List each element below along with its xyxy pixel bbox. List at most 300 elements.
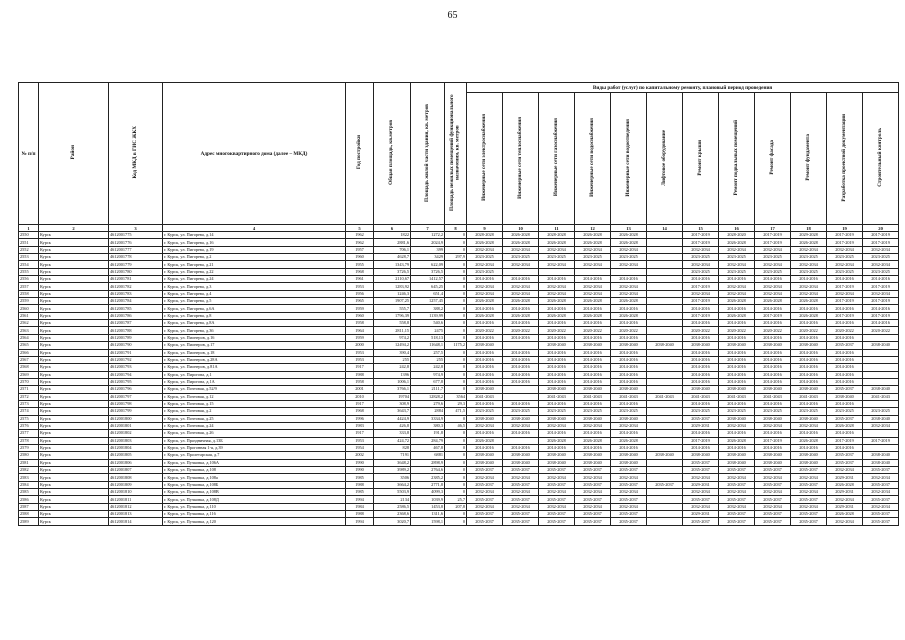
capital-repair-table-sheet <box>18 82 888 526</box>
cell-design: 2014-2016 <box>827 349 863 356</box>
cell-water: 2014-2016 <box>575 371 611 378</box>
column-number: 12 <box>575 225 611 232</box>
cell-roof: 2017-2019 <box>683 437 719 444</box>
cell-electric: 2023-2025 <box>467 254 503 261</box>
cell-electric: 2023-2025 <box>467 268 503 275</box>
cell-total-area: 3643,7 <box>374 408 411 415</box>
cell-water: 2032-2034 <box>575 489 611 496</box>
cell-electric: 2020-2022 <box>467 327 503 334</box>
cell-roof: 2032-2034 <box>683 489 719 496</box>
cell-nonres-area: 0 <box>445 452 467 459</box>
cell-district: Курск <box>39 378 109 385</box>
cell-basement: 2038-2040 <box>719 386 755 393</box>
cell-total-area: 1396 <box>374 371 411 378</box>
cell-living-area: 284,79 <box>411 437 445 444</box>
column-number: 11 <box>539 225 575 232</box>
cell-electric: 2032-2034 <box>467 474 503 481</box>
cell-basement: 2032-2034 <box>719 489 755 496</box>
cell-district: Курск <box>39 474 109 481</box>
cell-electric: 2014-2016 <box>467 356 503 363</box>
cell-electric: 2032-2034 <box>467 290 503 297</box>
cell-num: 2567 <box>19 356 39 363</box>
cell-electric: 2038-2040 <box>467 342 503 349</box>
cell-foundation: 2026-2028 <box>791 239 827 246</box>
cell-living-area: 3334,9 <box>411 415 445 422</box>
cell-basement: 2014-2016 <box>719 305 755 312</box>
cell-foundation: 2035-2037 <box>791 496 827 503</box>
cell-water: 2026-2028 <box>575 298 611 305</box>
cell-total-area: 2110,67 <box>374 276 411 283</box>
table-row <box>19 408 899 415</box>
cell-total-area: 390,4 <box>374 349 411 356</box>
cell-district: Курск <box>39 312 109 319</box>
cell-gas: 2035-2037 <box>539 496 575 503</box>
cell-living-area: 622,09 <box>411 261 445 268</box>
cell-elevator <box>647 518 683 525</box>
cell-year: 1968 <box>346 268 374 275</box>
cell-basement: 2020-2022 <box>719 327 755 334</box>
cell-facade: 2017-2019 <box>755 312 791 319</box>
cell-design: 2026-2028 <box>827 481 863 488</box>
cell-gas: 2014-2016 <box>539 378 575 385</box>
cell-code: 4612001786 <box>109 312 163 319</box>
cell-supervision: 2017-2019 <box>863 232 899 239</box>
cell-water: 2014-2016 <box>575 276 611 283</box>
cell-roof: 2035-2037 <box>683 518 719 525</box>
cell-nonres-area: 46,5 <box>445 422 467 429</box>
cell-water: 2035-2037 <box>575 481 611 488</box>
cell-heating: 2014-2016 <box>503 305 539 312</box>
cell-district: Курск <box>39 349 109 356</box>
cell-design: 2014-2016 <box>827 305 863 312</box>
cell-num: 2575 <box>19 415 39 422</box>
cell-gas: 2035-2037 <box>539 481 575 488</box>
cell-heating: 2038-2040 <box>503 415 539 422</box>
cell-code: 4612001787 <box>109 320 163 327</box>
cell-electric: 2035-2037 <box>467 496 503 503</box>
table-row <box>19 305 899 312</box>
cell-basement: 2032-2034 <box>719 474 755 481</box>
cell-facade: 2017-2019 <box>755 437 791 444</box>
cell-foundation: 2038-2040 <box>791 452 827 459</box>
header-code: Код МКД в ГИС ЖКХ <box>109 83 163 225</box>
cell-basement: 2032-2034 <box>719 422 755 429</box>
cell-code: 4612001788 <box>109 327 163 334</box>
cell-address: г. Курск, ул. Почтовая, д.12 <box>163 393 346 400</box>
cell-foundation: 2026-2028 <box>791 312 827 319</box>
cell-total-area: 3766,1 <box>374 386 411 393</box>
cell-heating: 2026-2028 <box>503 239 539 246</box>
cell-heating: 2023-2025 <box>503 408 539 415</box>
cell-basement: 2014-2016 <box>719 334 755 341</box>
cell-sewerage: 2038-2040 <box>611 452 647 459</box>
cell-elevator <box>647 290 683 297</box>
cell-num: 2586 <box>19 496 39 503</box>
cell-roof: 2035-2037 <box>683 415 719 422</box>
cell-code: 4612001780 <box>109 268 163 275</box>
cell-design: 2017-2019 <box>827 298 863 305</box>
cell-foundation: 2035-2037 <box>791 511 827 518</box>
cell-water: 2032-2034 <box>575 474 611 481</box>
cell-foundation: 2035-2037 <box>791 481 827 488</box>
cell-total-area: 3726,5 <box>374 268 411 275</box>
cell-facade: 2038-2040 <box>755 415 791 422</box>
cell-water: 2035-2037 <box>575 496 611 503</box>
cell-sewerage: 2038-2040 <box>611 386 647 393</box>
cell-year: 1954 <box>346 444 374 451</box>
cell-design: 2014-2016 <box>827 430 863 437</box>
cell-sewerage: 2014-2016 <box>611 320 647 327</box>
cell-total-area: 5503,9 <box>374 489 411 496</box>
cell-address: г. Курск, ул. Почтовая, д.24 <box>163 422 346 429</box>
cell-heating: 2020-2022 <box>503 327 539 334</box>
cell-gas <box>539 268 575 275</box>
cell-supervision: 2035-2037 <box>863 511 899 518</box>
cell-water: 2038-2040 <box>575 342 611 349</box>
cell-basement: 2014-2016 <box>719 400 755 407</box>
cell-design: 2017-2019 <box>827 312 863 319</box>
cell-elevator <box>647 503 683 510</box>
table-row <box>19 467 899 474</box>
cell-supervision <box>863 356 899 363</box>
cell-living-area: 242,8 <box>411 364 445 371</box>
cell-gas: 2014-2016 <box>539 356 575 363</box>
cell-foundation: 2038-2040 <box>791 342 827 349</box>
cell-electric: 2038-2040 <box>467 415 503 422</box>
cell-elevator <box>647 312 683 319</box>
cell-year: 1959 <box>346 334 374 341</box>
cell-elevator <box>647 444 683 451</box>
cell-nonres-area: 0 <box>445 232 467 239</box>
cell-basement: 2035-2037 <box>719 518 755 525</box>
cell-code: 4612001814 <box>109 518 163 525</box>
cell-basement: 2014-2016 <box>719 371 755 378</box>
cell-total-area: 19704 <box>374 393 411 400</box>
cell-num: 2563 <box>19 327 39 334</box>
cell-total-area: 2368,6 <box>374 511 411 518</box>
cell-basement: 2014-2016 <box>719 444 755 451</box>
cell-district: Курск <box>39 422 109 429</box>
cell-supervision: 2017-2019 <box>863 437 899 444</box>
cell-foundation: 2032-2034 <box>791 474 827 481</box>
cell-district: Курск <box>39 467 109 474</box>
cell-heating <box>503 386 539 393</box>
cell-supervision: 2032-2034 <box>863 422 899 429</box>
cell-year: 1965 <box>346 298 374 305</box>
cell-design: 2014-2016 <box>827 320 863 327</box>
cell-district: Курск <box>39 430 109 437</box>
cell-heating: 2032-2034 <box>503 261 539 268</box>
header-num: № п/п <box>19 83 39 225</box>
cell-roof: 2014-2016 <box>683 334 719 341</box>
cell-foundation: 2029-2028 <box>791 232 827 239</box>
cell-supervision <box>863 400 899 407</box>
cell-year: 1917 <box>346 400 374 407</box>
cell-electric: 2026-2028 <box>467 437 503 444</box>
cell-facade: 2014-2016 <box>755 364 791 371</box>
cell-sewerage <box>611 268 647 275</box>
column-number: 13 <box>611 225 647 232</box>
cell-total-area: 12494,2 <box>374 342 411 349</box>
cell-sewerage: 2032-2034 <box>611 474 647 481</box>
cell-elevator <box>647 239 683 246</box>
table-row <box>19 489 899 496</box>
column-number: 18 <box>791 225 827 232</box>
cell-facade: 2023-2025 <box>755 408 791 415</box>
cell-address: г. Курск, ул. Пионеров, д.16 <box>163 334 346 341</box>
cell-roof: 2020-2022 <box>683 327 719 334</box>
cell-district: Курск <box>39 386 109 393</box>
cell-code: 4612001803 <box>109 437 163 444</box>
cell-address: г. Курск, ул. Пигорева, д.36 <box>163 327 346 334</box>
cell-roof: 2014-2016 <box>683 430 719 437</box>
cell-nonres-area: 0 <box>445 283 467 290</box>
cell-living-area: 11648,1 <box>411 342 445 349</box>
cell-living-area: 1039,9 <box>411 496 445 503</box>
cell-roof: 2017-2019 <box>683 298 719 305</box>
cell-year: 1958 <box>346 320 374 327</box>
cell-supervision: 2032-2034 <box>863 246 899 253</box>
cell-supervision: 2017-2019 <box>863 312 899 319</box>
cell-num: 2587 <box>19 503 39 510</box>
cell-foundation: 2023-2025 <box>791 408 827 415</box>
cell-code: 4612001802 <box>109 430 163 437</box>
cell-num: 2551 <box>19 239 39 246</box>
cell-sewerage: 2014-2016 <box>611 276 647 283</box>
cell-facade: 2032-2034 <box>755 261 791 268</box>
cell-address: г. Курск, ул. Пучковка, д.106А <box>163 459 346 466</box>
cell-heating: 2035-2037 <box>503 518 539 525</box>
cell-nonres-area: 0 <box>445 246 467 253</box>
cell-nonres-area: 0 <box>445 327 467 334</box>
cell-electric: 2026-2028 <box>467 312 503 319</box>
header-work-foundation: Ремонт фундамента <box>791 93 827 225</box>
cell-basement: 2028-2020 <box>719 232 755 239</box>
cell-gas: 2035-2037 <box>539 518 575 525</box>
cell-roof: 2029-2031 <box>683 511 719 518</box>
header-total-area: Общая площадь, кв.метров <box>374 83 411 225</box>
cell-nonres-area: 0 <box>445 349 467 356</box>
cell-design: 2017-2019 <box>827 232 863 239</box>
cell-basement: 2038-2040 <box>719 415 755 422</box>
cell-num: 2588 <box>19 511 39 518</box>
column-number: 10 <box>503 225 539 232</box>
cell-code: 4612001792 <box>109 356 163 363</box>
cell-total-area: 424,72 <box>374 437 411 444</box>
cell-num: 2589 <box>19 518 39 525</box>
cell-living-area: 518,13 <box>411 334 445 341</box>
cell-num: 2585 <box>19 489 39 496</box>
cell-heating: 2014-2016 <box>503 349 539 356</box>
cell-supervision <box>863 349 899 356</box>
cell-water: 2014-2016 <box>575 356 611 363</box>
cell-electric: 2023-2025 <box>467 408 503 415</box>
page-number: 65 <box>447 10 458 21</box>
cell-living-area: 191,8 <box>411 430 445 437</box>
cell-elevator <box>647 276 683 283</box>
cell-sewerage: 2014-2016 <box>611 444 647 451</box>
cell-electric: 2035-2037 <box>467 481 503 488</box>
cell-address: г. Курск, ул. Праздничная, д.13Б <box>163 437 346 444</box>
cell-total-area: 4628,7 <box>374 254 411 261</box>
cell-design: 2014-2016 <box>827 444 863 451</box>
cell-supervision: 2035-2037 <box>863 467 899 474</box>
cell-elevator <box>647 298 683 305</box>
cell-district: Курск <box>39 518 109 525</box>
header-work-sewerage: Инженерные сети водоотведения <box>611 93 647 225</box>
cell-year: 2010 <box>346 393 374 400</box>
cell-year: 1988 <box>346 481 374 488</box>
cell-roof: 2038-2040 <box>683 452 719 459</box>
cell-heating: 2014-2016 <box>503 364 539 371</box>
cell-supervision: 2014-2016 <box>863 276 899 283</box>
cell-heating: 2035-2037 <box>503 467 539 474</box>
table-row <box>19 371 899 378</box>
cell-total-area: 3664,2 <box>374 481 411 488</box>
table-body <box>19 232 899 526</box>
table-row <box>19 320 899 327</box>
cell-gas: 2035-2037 <box>539 511 575 518</box>
cell-electric: 2032-2034 <box>467 283 503 290</box>
cell-electric: 2014-2016 <box>467 320 503 327</box>
cell-num: 2576 <box>19 422 39 429</box>
cell-nonres-area: 0 <box>445 268 467 275</box>
cell-total-area: 3020,7 <box>374 518 411 525</box>
cell-sewerage: 2038-2040 <box>611 342 647 349</box>
cell-address: г. Курск, ул. Пионеров, д.81А <box>163 364 346 371</box>
cell-address: г. Курск, ул. Пигорева, д.4 <box>163 290 346 297</box>
column-number: 19 <box>827 225 863 232</box>
cell-water: 2014-2016 <box>575 349 611 356</box>
cell-gas: 2032-2034 <box>539 489 575 496</box>
cell-sewerage: 2014-2016 <box>611 356 647 363</box>
header-work-facade: Ремонт фасада <box>755 93 791 225</box>
cell-sewerage: 2014-2016 <box>611 378 647 385</box>
cell-district: Курск <box>39 327 109 334</box>
cell-gas: 2026-2028 <box>539 312 575 319</box>
table-row <box>19 246 899 253</box>
header-work-water: Инженерные сети водоснабжения <box>575 93 611 225</box>
cell-facade: 2032-2034 <box>755 290 791 297</box>
cell-nonres-area: 0 <box>445 474 467 481</box>
cell-nonres-area: 0 <box>445 415 467 422</box>
cell-design: 2020-2022 <box>827 327 863 334</box>
cell-nonres-area: 297,9 <box>445 254 467 261</box>
cell-total-area: 4424,9 <box>374 415 411 422</box>
cell-year: 1990 <box>346 459 374 466</box>
cell-nonres-area: 0 <box>445 298 467 305</box>
cell-district: Курск <box>39 254 109 261</box>
cell-gas: 2038-2040 <box>539 342 575 349</box>
cell-facade: 2035-2037 <box>755 511 791 518</box>
cell-basement: 2035-2037 <box>719 511 755 518</box>
cell-supervision <box>863 371 899 378</box>
cell-facade: 2032-2034 <box>755 283 791 290</box>
cell-design: 2035-2037 <box>827 386 863 393</box>
cell-sewerage: 2026-2028 <box>611 437 647 444</box>
cell-num: 2572 <box>19 393 39 400</box>
cell-address: г. Курск, ул. Пигорева, д.16 <box>163 239 346 246</box>
cell-foundation: 2026-2028 <box>791 298 827 305</box>
cell-num: 2573 <box>19 400 39 407</box>
cell-design: 2032-2034 <box>827 246 863 253</box>
column-number: 15 <box>683 225 719 232</box>
cell-total-area: 3989,2 <box>374 467 411 474</box>
cell-electric: 2038-2040 <box>467 386 503 393</box>
cell-year: 1996 <box>346 415 374 422</box>
cell-gas: 2014-2016 <box>539 400 575 407</box>
cell-foundation: 2026-2028 <box>791 437 827 444</box>
cell-address: г. Курск, ул. Пирогова, д.1 <box>163 371 346 378</box>
cell-total-area: 333,8 <box>374 430 411 437</box>
cell-design: 2035-2037 <box>827 459 863 466</box>
cell-gas: 2014-2016 <box>539 305 575 312</box>
cell-living-area: 677,8 <box>411 378 445 385</box>
cell-address: г. Курск, ул. Пучковка, д.110 <box>163 503 346 510</box>
cell-elevator <box>647 408 683 415</box>
cell-year: 1958 <box>346 378 374 385</box>
column-number: 6 <box>374 225 411 232</box>
cell-nonres-area: 0 <box>445 481 467 488</box>
cell-heating: 2014-2016 <box>503 400 539 407</box>
header-district: Район <box>39 83 109 225</box>
cell-total-area: 558,8 <box>374 320 411 327</box>
cell-sewerage: 2014-2016 <box>611 305 647 312</box>
header-work-heating: Инженерные сети теплоснабжения <box>503 93 539 225</box>
cell-facade: 2014-2016 <box>755 334 791 341</box>
cell-supervision: 2032-2034 <box>863 474 899 481</box>
cell-gas: 2032-2034 <box>539 283 575 290</box>
cell-living-area: 467,8 <box>411 444 445 451</box>
cell-facade: 2014-2016 <box>755 356 791 363</box>
cell-num: 2569 <box>19 371 39 378</box>
cell-sewerage: 2026-2028 <box>611 239 647 246</box>
cell-sewerage: 2014-2016 <box>611 430 647 437</box>
cell-foundation: 2014-2016 <box>791 349 827 356</box>
cell-code: 4612001778 <box>109 254 163 261</box>
cell-living-area: 1139,99 <box>411 312 445 319</box>
cell-sewerage: 2035-2037 <box>611 467 647 474</box>
cell-water: 2038-2040 <box>575 452 611 459</box>
cell-water: 2014-2016 <box>575 378 611 385</box>
cell-sewerage: 2035-2037 <box>611 481 647 488</box>
cell-district: Курск <box>39 511 109 518</box>
cell-address: г. Курск, ул. Пигорева, д.2 <box>163 254 346 261</box>
cell-year: 2002 <box>346 452 374 459</box>
cell-nonres-area: 1175,2 <box>445 342 467 349</box>
cell-electric: 2014-2016 <box>467 334 503 341</box>
cell-foundation: 2014-2016 <box>791 364 827 371</box>
cell-code: 4612001813 <box>109 511 163 518</box>
cell-basement: 2023-2025 <box>719 254 755 261</box>
cell-address: г. Курск, ул. Почтовая, д.26 <box>163 430 346 437</box>
cell-elevator <box>647 356 683 363</box>
cell-roof: 2032-2034 <box>683 290 719 297</box>
header-works-group: Виды работ (услуг) по капитальному ремонту, плановый период проведения <box>467 83 899 93</box>
cell-heating: 2038-2040 <box>503 459 539 466</box>
cell-elevator <box>647 437 683 444</box>
cell-water: 2032-2034 <box>575 283 611 290</box>
column-number: 4 <box>163 225 346 232</box>
cell-supervision: 2014-2016 <box>863 320 899 327</box>
cell-code: 4612001790 <box>109 342 163 349</box>
header-work-basement: Ремонт подвальных помещений <box>719 93 755 225</box>
cell-supervision: 2017-2019 <box>863 298 899 305</box>
cell-total-area: 7191 <box>374 452 411 459</box>
cell-basement: 2026-2028 <box>719 437 755 444</box>
cell-elevator <box>647 422 683 429</box>
cell-district: Курск <box>39 393 109 400</box>
